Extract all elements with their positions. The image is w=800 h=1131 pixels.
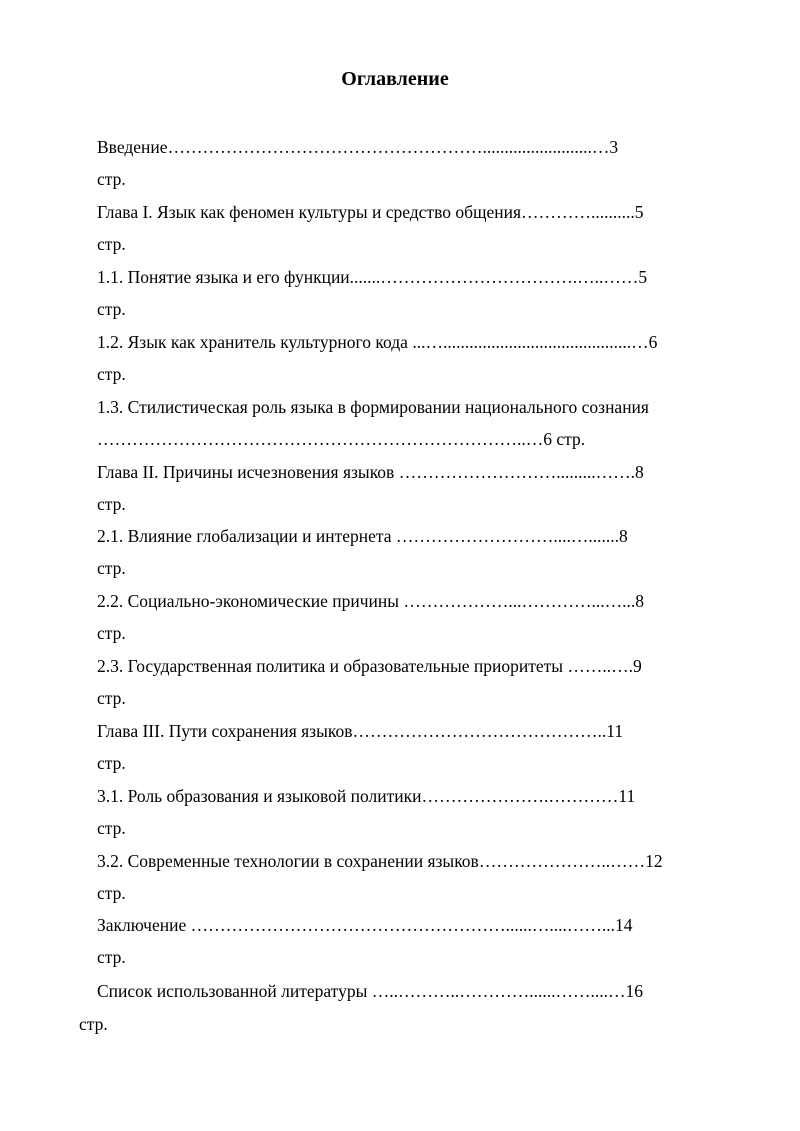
toc-entry-chapter-1: Глава I. Язык как феномен культуры и средство общения…………..........5 [97, 202, 644, 222]
toc-entry-references: Список использованной литературы …..………..…………......……....…16 [97, 981, 643, 1001]
toc-entry-section-1-3: 1.3. Стилистическая роль языка в формировании национального сознания [97, 397, 649, 417]
toc-entry-section-2-1: 2.1. Влияние глобализации и интернета ………………………....….......8 [97, 526, 628, 546]
toc-entry-section-1-2: 1.2. Язык как хранитель культурного кода ...…...........................................…6 [97, 332, 658, 352]
toc-entry-continuation: стр. [97, 947, 126, 967]
toc-entry-continuation: стр. [97, 753, 126, 773]
toc-entry-section-2-3: 2.3. Государственная политика и образовательные приоритеты ……..….9 [97, 656, 642, 676]
page-title: Оглавление [341, 68, 449, 90]
toc-entry-continuation: стр. [97, 234, 126, 254]
toc-entry-introduction: Введение……………………………………………….........................…3 [97, 137, 619, 157]
toc-entry-continuation: стр. [97, 883, 126, 903]
toc-entry-continuation: стр. [97, 494, 126, 514]
toc-entry-continuation: стр. [79, 1014, 108, 1034]
toc-entry-chapter-3: Глава III. Пути сохранения языков……………………………………..11 [97, 721, 624, 741]
toc-entry-continuation: стр. [97, 623, 126, 643]
toc-entry-continuation: стр. [97, 299, 126, 319]
toc-entry-section-2-2: 2.2. Социально-экономические причины ………………...…………...…...8 [97, 591, 645, 611]
toc-entry-conclusion: Заключение ………………………………………………......…....……...14 [97, 915, 633, 935]
toc-entry-continuation: ………………………………………………………………..…6 стр. [97, 429, 586, 449]
toc-entry-continuation: стр. [97, 688, 126, 708]
toc-entry-section-3-2: 3.2. Современные технологии в сохранении языков…………………..……12 [97, 851, 663, 871]
toc-entry-section-1-1: 1.1. Понятие языка и его функции.......…………………………….…..……5 [97, 267, 648, 287]
toc-entry-continuation: стр. [97, 169, 126, 189]
toc-entry-continuation: стр. [97, 818, 126, 838]
toc-entry-continuation: стр. [97, 558, 126, 578]
toc-entry-continuation: стр. [97, 364, 126, 384]
toc-entry-section-3-1: 3.1. Роль образования и языковой политики………………….…………11 [97, 786, 636, 806]
toc-entry-chapter-2: Глава II. Причины исчезновения языков ……………………….........…….8 [97, 462, 644, 482]
